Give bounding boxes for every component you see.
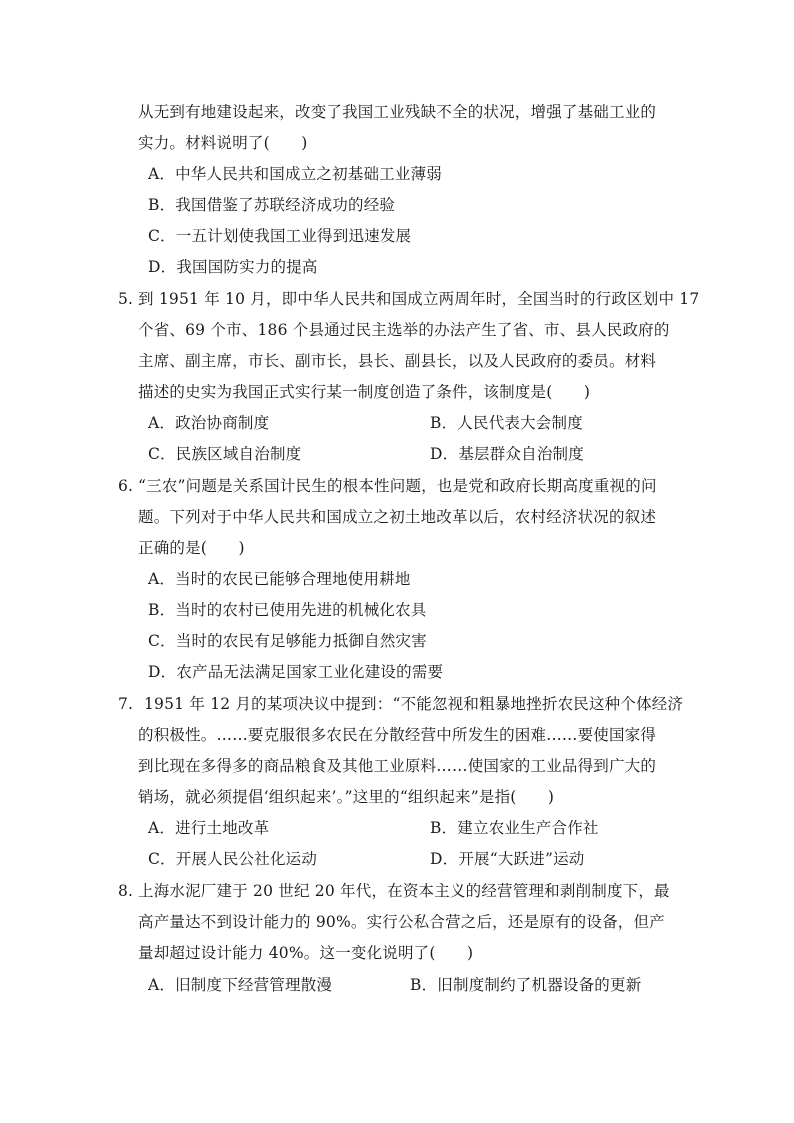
q4-stem-line-1: 从无到有地建设起来，改变了我国工业残缺不全的状况，增强了基础工业的 [138, 103, 657, 121]
q6-option-b: B．当时的农村已使用先进的机械化农具 [148, 601, 427, 619]
q5-stem-line-2: 个省、69 个市、186 个县通过民主选举的办法产生了省、市、县人民政府的 [138, 321, 670, 339]
q5-number: 5. [118, 290, 134, 308]
q6-number: 6. [118, 477, 134, 495]
q6-option-c: C．当时的农民有足够能力抵御自然灾害 [148, 632, 427, 650]
q7-stem-line-2: 的积极性。……要克服很多农民在分散经营中所发生的困难……要使国家得 [138, 726, 657, 744]
q5-option-c: C．民族区域自治制度 [148, 445, 302, 463]
q7-option-b: B．建立农业生产合作社 [430, 819, 599, 837]
q6-stem-line-1: “三农”问题是关系国计民生的根本性问题，也是党和政府长期高度重视的问 [138, 477, 657, 495]
q5-option-a: A．政治协商制度 [148, 414, 270, 432]
q5-stem-line-4: 描述的史实为我国正式实行某一制度创造了条件，该制度是( ) [138, 383, 591, 401]
q7-option-a: A．进行土地改革 [148, 819, 270, 837]
q7-option-d: D．开展“大跃进”运动 [430, 850, 585, 868]
q5-option-b: B．人民代表大会制度 [430, 414, 583, 432]
q7-stem-line-3: 到比现在多得多的商品粮食及其他工业原料……使国家的工业品得到广大的 [138, 757, 657, 775]
q5-stem-line-3: 主席、副主席，市长、副市长，县长、副县长，以及人民政府的委员。材料 [138, 352, 657, 370]
q7-stem-line-4: 销场，就必须提倡‘组织起来’。”这里的“组织起来”是指( ) [138, 788, 555, 806]
q4-option-a: A．中华人民共和国成立之初基础工业薄弱 [148, 165, 442, 183]
q5-stem-line-1: 到 1951 年 10 月，即中华人民共和国成立两周年时，全国当时的行政区划中 17 [138, 290, 700, 308]
q8-stem-line-2: 高产量达不到设计能力的 90%。实行公私合营之后，还是原有的设备，但产 [138, 913, 665, 931]
q8-option-b: B．旧制度制约了机器设备的更新 [410, 976, 642, 994]
q4-option-b: B．我国借鉴了苏联经济成功的经验 [148, 196, 396, 214]
q6-stem-line-3: 正确的是( ) [138, 539, 245, 557]
q8-option-a: A．旧制度下经营管理散漫 [148, 976, 333, 994]
q8-stem-line-3: 量却超过设计能力 40%。这一变化说明了( ) [138, 944, 474, 962]
q7-option-c: C．开展人民公社化运动 [148, 850, 318, 868]
q6-stem-line-2: 题。下列对于中华人民共和国成立之初土地改革以后，农村经济状况的叙述 [138, 508, 657, 526]
q8-number: 8. [118, 882, 134, 900]
q4-option-d: D．我国国防实力的提高 [148, 258, 318, 276]
q7-stem-line-1: 1951 年 12 月的某项决议中提到：“不能忽视和粗暴地挫折农民这种个体经济 [144, 695, 684, 713]
q5-option-d: D．基层群众自治制度 [430, 445, 584, 463]
q6-option-d: D．农产品无法满足国家工业化建设的需要 [148, 663, 444, 681]
q8-stem-line-1: 上海水泥厂建于 20 世纪 20 年代，在资本主义的经营管理和剥削制度下，最 [138, 882, 670, 900]
q4-stem-line-2: 实力。材料说明了( ) [138, 134, 308, 152]
q7-number: 7. [118, 695, 134, 713]
q4-option-c: C．一五计划使我国工业得到迅速发展 [148, 227, 412, 245]
q6-option-a: A．当时的农民已能够合理地使用耕地 [148, 570, 411, 588]
